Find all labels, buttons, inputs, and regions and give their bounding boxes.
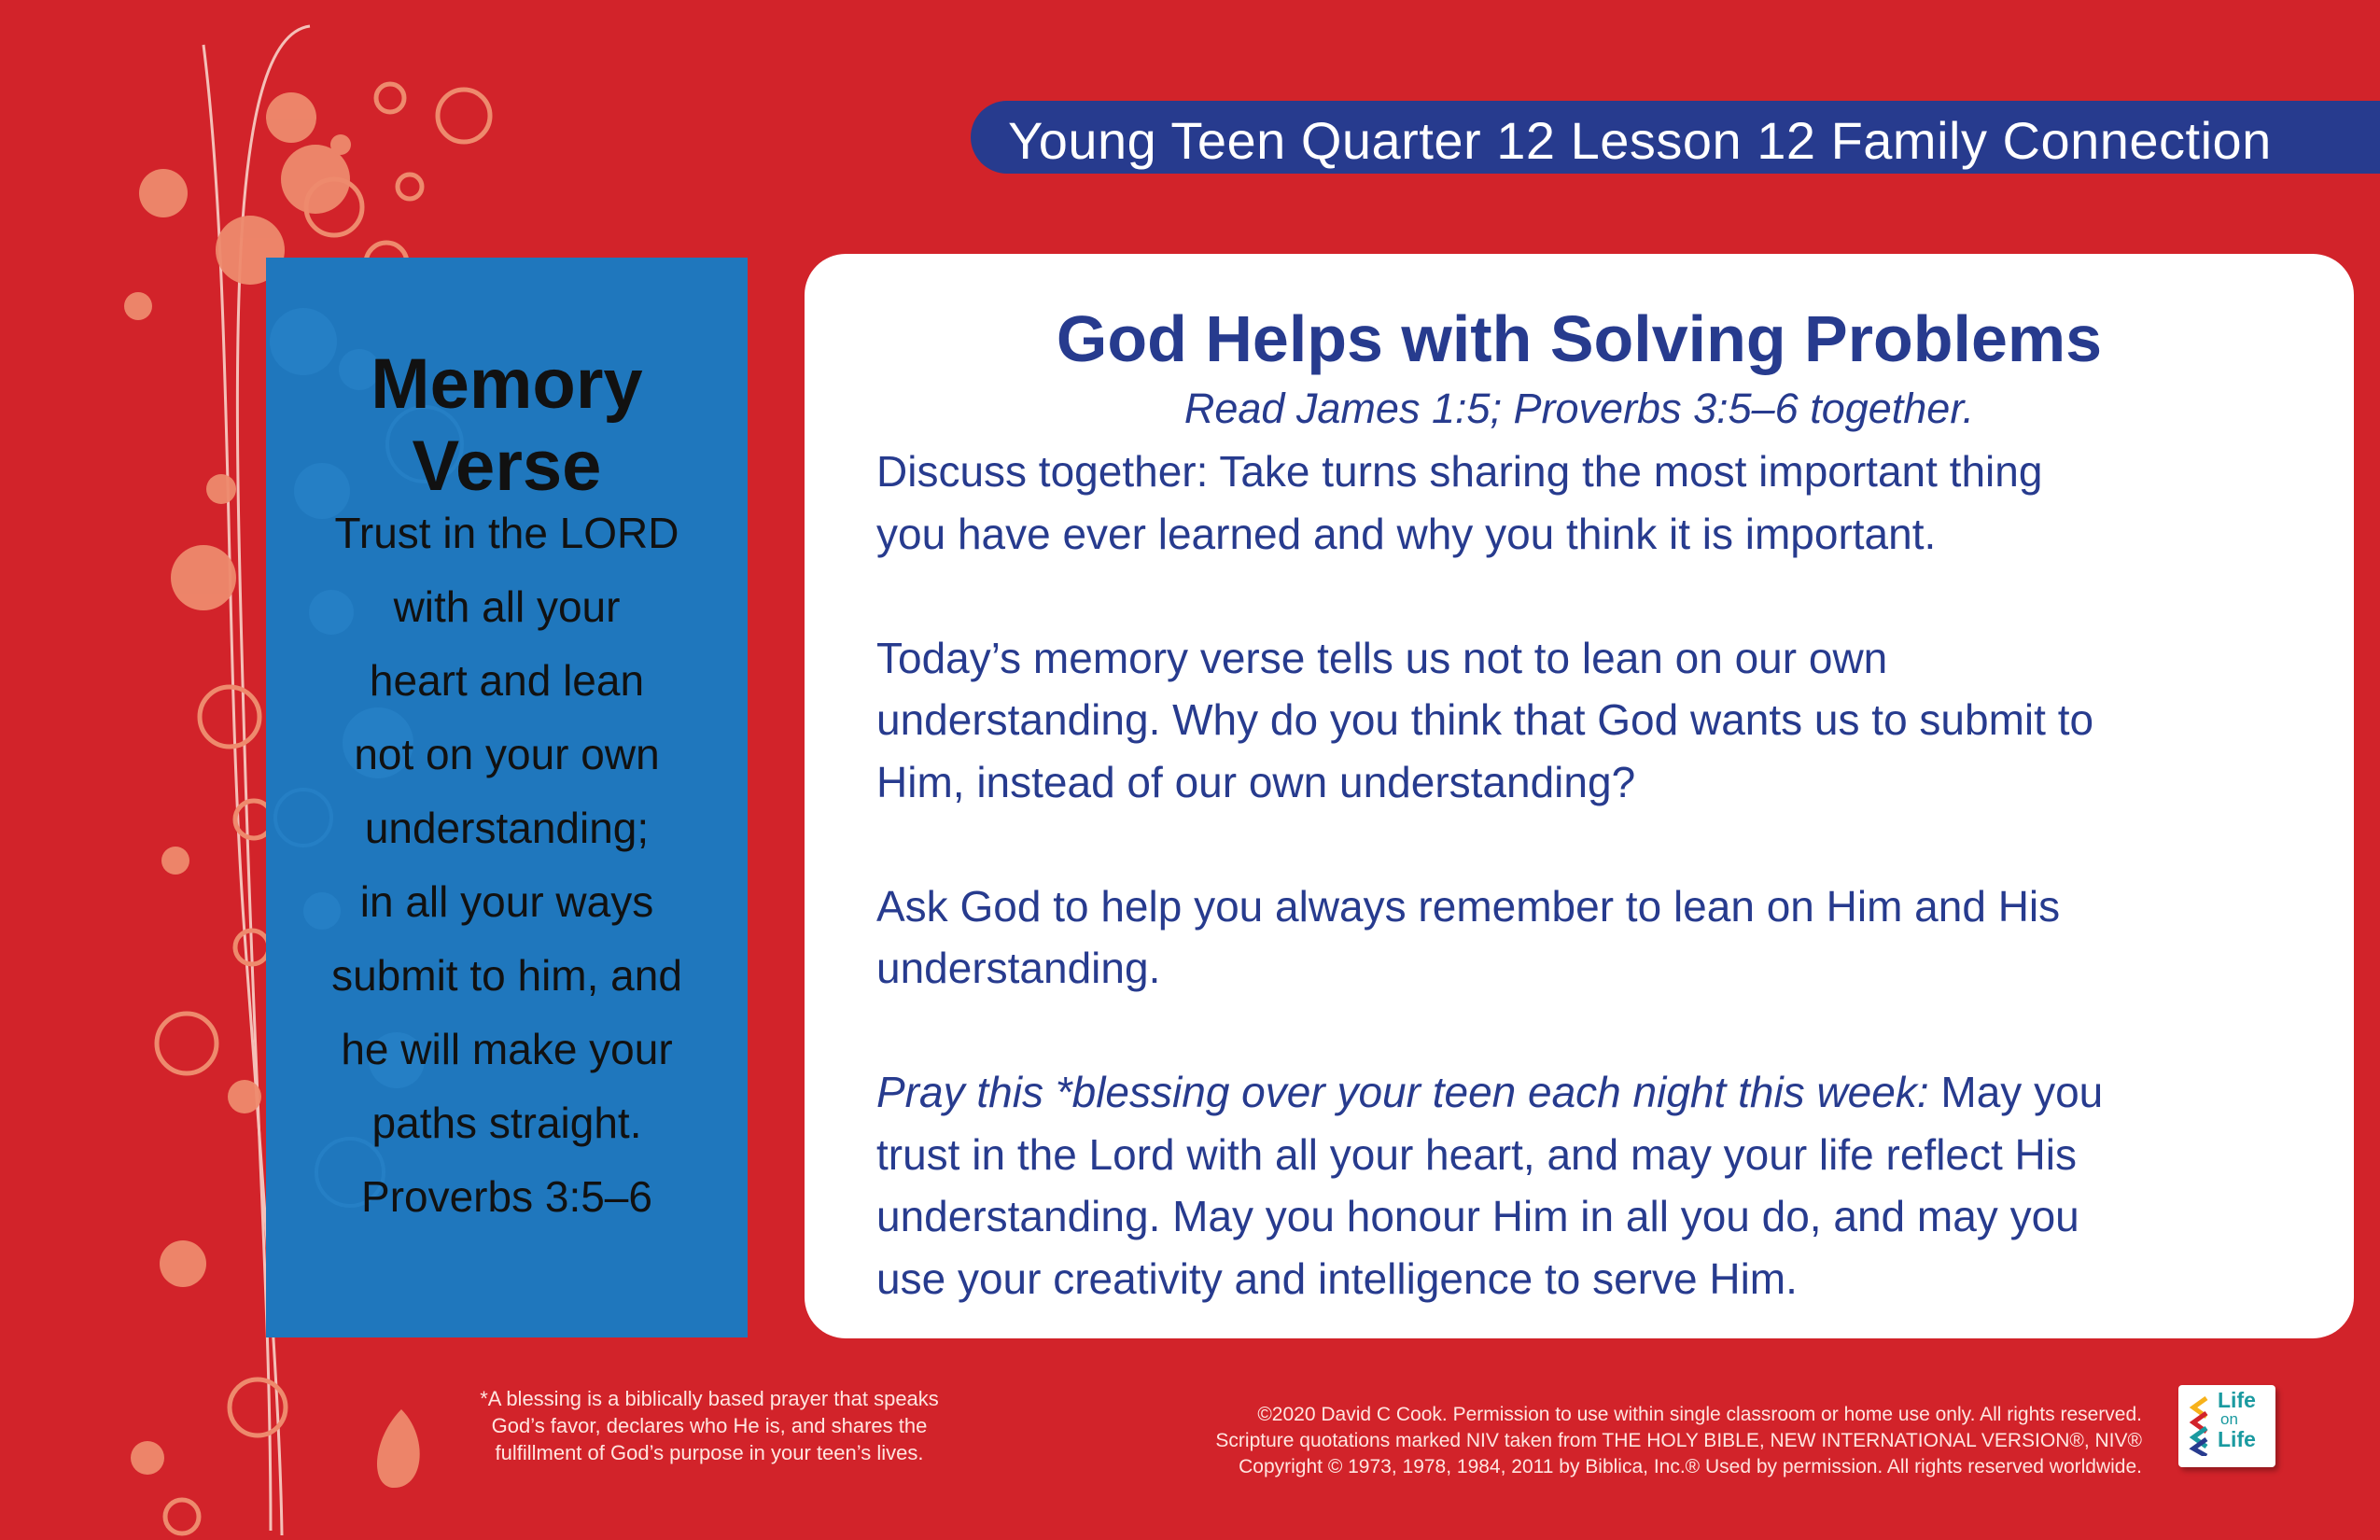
blessing-paragraph (876, 1061, 2332, 1309)
memory-verse-question-paragraph (876, 627, 2332, 814)
memory-verse-line: with all your (393, 582, 621, 631)
memory-verse-text (266, 497, 748, 1234)
memory-verse-line: paths straight. (371, 1099, 642, 1147)
paragraph-line: Ask God to help you always remember to lean on Him and His (876, 881, 2061, 931)
life-on-life-logo (2178, 1385, 2275, 1467)
footnote-line: God’s favor, declares who He is, and shares the (491, 1414, 928, 1437)
paragraph-line: understanding. (876, 944, 1161, 992)
copyright-line: ©2020 David C Cook. Permission to use within single classroom or home use only. All rights reserved. (1257, 1404, 2142, 1425)
paragraph-line: you have ever learned and why you think it is important. (876, 509, 1937, 558)
footnote-line: fulfillment of God’s purpose in your teen’s lives. (495, 1441, 924, 1464)
logo-word: Life (2218, 1427, 2256, 1451)
memory-verse-reference: Proverbs 3:5–6 (361, 1172, 652, 1221)
paragraph-line: trust in the Lord with all your heart, and may your life reflect His (876, 1129, 2078, 1179)
logo-chevron-icon (2186, 1396, 2214, 1456)
lesson-card (805, 254, 2354, 1338)
lesson-title: God Helps with Solving Problems (1056, 302, 2103, 375)
blessing-footnote (429, 1385, 989, 1466)
paragraph-line (876, 1061, 2332, 1124)
memory-verse-line: he will make your (341, 1025, 673, 1073)
memory-verse-line: in all your ways (359, 877, 654, 926)
logo-text (2218, 1389, 2274, 1450)
paragraph-line: Discuss together: Take turns sharing the most important thing (876, 447, 2043, 496)
memory-verse-title-line: Verse (412, 427, 602, 506)
memory-verse-panel (266, 258, 748, 1337)
memory-verse-line: Trust in the LORD (334, 509, 679, 557)
paragraph-line: use your creativity and intelligence to serve Him. (876, 1253, 1798, 1303)
memory-verse-title-line: Memory (371, 344, 643, 424)
lesson-reading: Read James 1:5; Proverbs 3:5–6 together. (1183, 385, 1975, 432)
paragraph-line: understanding. Why do you think that God wants us to submit to (876, 695, 2094, 744)
paragraph-line: Him, instead of our own understanding? (876, 757, 1636, 806)
discussion-paragraph (876, 441, 2332, 565)
lesson-body (876, 441, 2332, 1372)
memory-verse-line: submit to him, and (331, 951, 682, 1000)
paragraph-line: understanding. May you honour Him in all you do, and may you (876, 1192, 2079, 1240)
footnote-line: *A blessing is a biblically based prayer that speaks (480, 1387, 939, 1410)
memory-verse-line: heart and lean (369, 656, 645, 705)
prayer-request-paragraph (876, 875, 2332, 1000)
memory-verse-line: not on your own (354, 730, 660, 778)
copyright-notice (1008, 1402, 2142, 1480)
blessing-line-rest: May you (1928, 1068, 2104, 1116)
memory-verse-line: understanding; (364, 804, 650, 852)
copyright-line: Scripture quotations marked NIV taken from THE HOLY BIBLE, NEW INTERNATIONAL VERSION®, NIV® (1215, 1430, 2142, 1451)
logo-word: Life (2218, 1388, 2256, 1412)
logo-word: on (2220, 1410, 2238, 1428)
page-header-title: Young Teen Quarter 12 Lesson 12 Family Connection (1008, 111, 2272, 170)
paragraph-line: Today’s memory verse tells us not to lean on our own (876, 633, 1888, 682)
copyright-line: Copyright © 1973, 1978, 1984, 2011 by Biblica, Inc.® Used by permission. All rights reserved worldwide. (1239, 1456, 2142, 1477)
blessing-intro: Pray this *blessing over your teen each night this week: (876, 1068, 1929, 1116)
memory-verse-title (266, 343, 748, 508)
